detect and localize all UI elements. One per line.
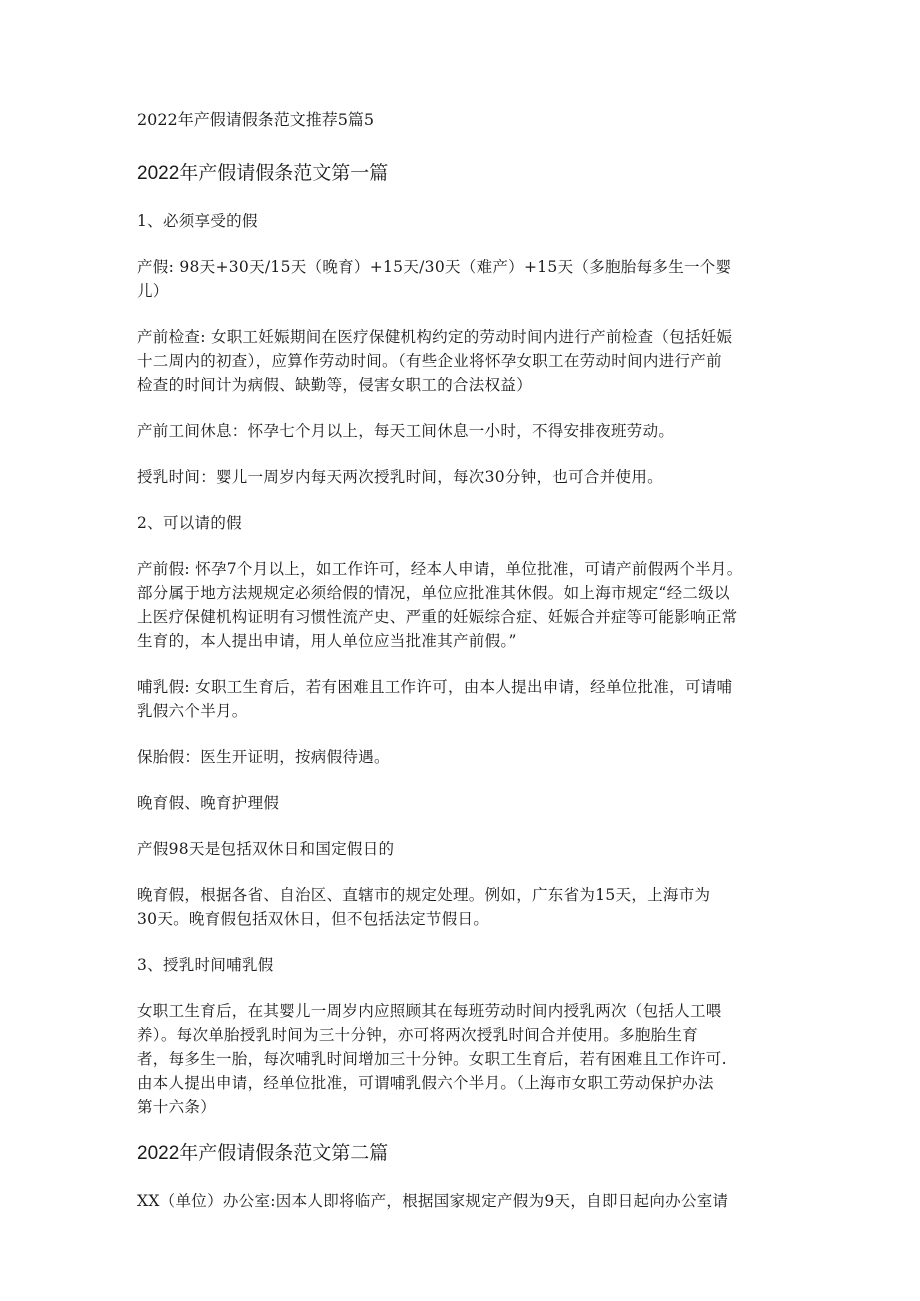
paragraph-line: 第十六条） (137, 1098, 217, 1116)
paragraph-line: XX（单位）办公室:因本人即将临产，根据国家规定产假为9天，自即日起向办公室请 (137, 1192, 729, 1210)
paragraph (137, 419, 787, 443)
paragraph-line: 产假98天是包括双休日和国定假日的 (137, 840, 395, 858)
paragraph (137, 999, 787, 1119)
document-title: 2022年产假请假条范文推荐5篇5 (137, 110, 375, 129)
paragraph (137, 255, 787, 303)
paragraph-line: 产假: 98天+30天/15天（晚育）+15天/30天（难产）+15天（多胞胎每多生一个婴 (137, 258, 732, 276)
paragraph (137, 511, 787, 535)
paragraph-line: 儿） (137, 282, 169, 300)
paragraph (137, 209, 787, 233)
paragraph-line: 部分属于地方法规规定必须给假的情况，单位应批准其休假。如上海市规定“经二级以 (137, 584, 730, 602)
paragraph (137, 325, 787, 397)
paragraph-line: 2、可以请的假 (137, 514, 242, 532)
paragraph (137, 791, 787, 815)
document-body (137, 108, 787, 1235)
paragraph (137, 953, 787, 977)
paragraph-line: 哺乳假: 女职工生育后，若有困难且工作许可，由本人提出申请，经单位批准，可请哺 (137, 678, 733, 696)
paragraph-line: 检查的时间计为病假、缺勤等，侵害女职工的合法权益） (137, 376, 533, 394)
paragraph-line: 晚育假、晚育护理假 (137, 794, 280, 812)
section-heading-1: 2022年产假请假条范文第一篇 (137, 163, 389, 184)
paragraph-line: 上医疗保健机构证明有习惯性流产史、严重的妊娠综合症、妊娠合并症等可能影响正常 (137, 608, 738, 626)
paragraph-line: 30天。晚育假包括双休日，但不包括法定节假日。 (137, 910, 490, 928)
section-heading-2: 2022年产假请假条范文第二篇 (137, 1143, 389, 1164)
paragraph-line: 养）。每次单胎授乳时间为三十分钟，亦可将两次授乳时间合并使用。多胞胎生育 (137, 1026, 699, 1044)
paragraph (137, 1189, 787, 1213)
paragraph (137, 465, 787, 489)
paragraph (137, 837, 787, 861)
paragraph-line: 产前工间休息：怀孕七个月以上，每天工间休息一小时，不得安排夜班劳动。 (137, 422, 675, 440)
paragraph (137, 883, 787, 931)
paragraph-line: 由本人提出申请，经单位批准，可谓哺乳假六个半月。（上海市女职工劳动保护办法 (137, 1074, 714, 1092)
paragraph (137, 675, 787, 723)
paragraph-line: 晚育假，根据各省、自治区、直辖市的规定处理。例如，广东省为15天，上海市为 (137, 886, 711, 904)
paragraph-line: 1、必须享受的假 (137, 212, 258, 230)
paragraph-line: 产前假: 怀孕7个月以上，如工作许可，经本人申请，单位批准，可请产前假两个半月。 (137, 560, 743, 578)
section-2-body (137, 1189, 787, 1213)
paragraph (137, 745, 787, 769)
paragraph-line: 生育的，本人提出申请，用人单位应当批准其产前假。” (137, 632, 517, 650)
paragraph-line: 3、授乳时间哺乳假 (137, 956, 274, 974)
paragraph-line: 者，每多生一胎，每次哺乳时间增加三十分钟。女职工生育后，若有困难且工作许可. (137, 1050, 727, 1068)
paragraph-line: 乳假六个半月。 (137, 702, 248, 720)
section-1-body (137, 209, 787, 1119)
paragraph (137, 557, 787, 653)
paragraph-line: 保胎假：医生开证明，按病假待遇。 (137, 748, 390, 766)
paragraph-line: 十二周内的初查），应算作劳动时间。（有些企业将怀孕女职工在劳动时间内进行产前 (137, 352, 722, 370)
paragraph-line: 授乳时间：婴儿一周岁内每天两次授乳时间，每次30分钟，也可合并使用。 (137, 468, 663, 486)
paragraph-line: 女职工生育后，在其婴儿一周岁内应照顾其在每班劳动时间内授乳两次（包括人工喂 (137, 1002, 722, 1020)
paragraph-line: 产前检查: 女职工妊娠期间在医疗保健机构约定的劳动时间内进行产前检查（包括妊娠 (137, 328, 733, 346)
